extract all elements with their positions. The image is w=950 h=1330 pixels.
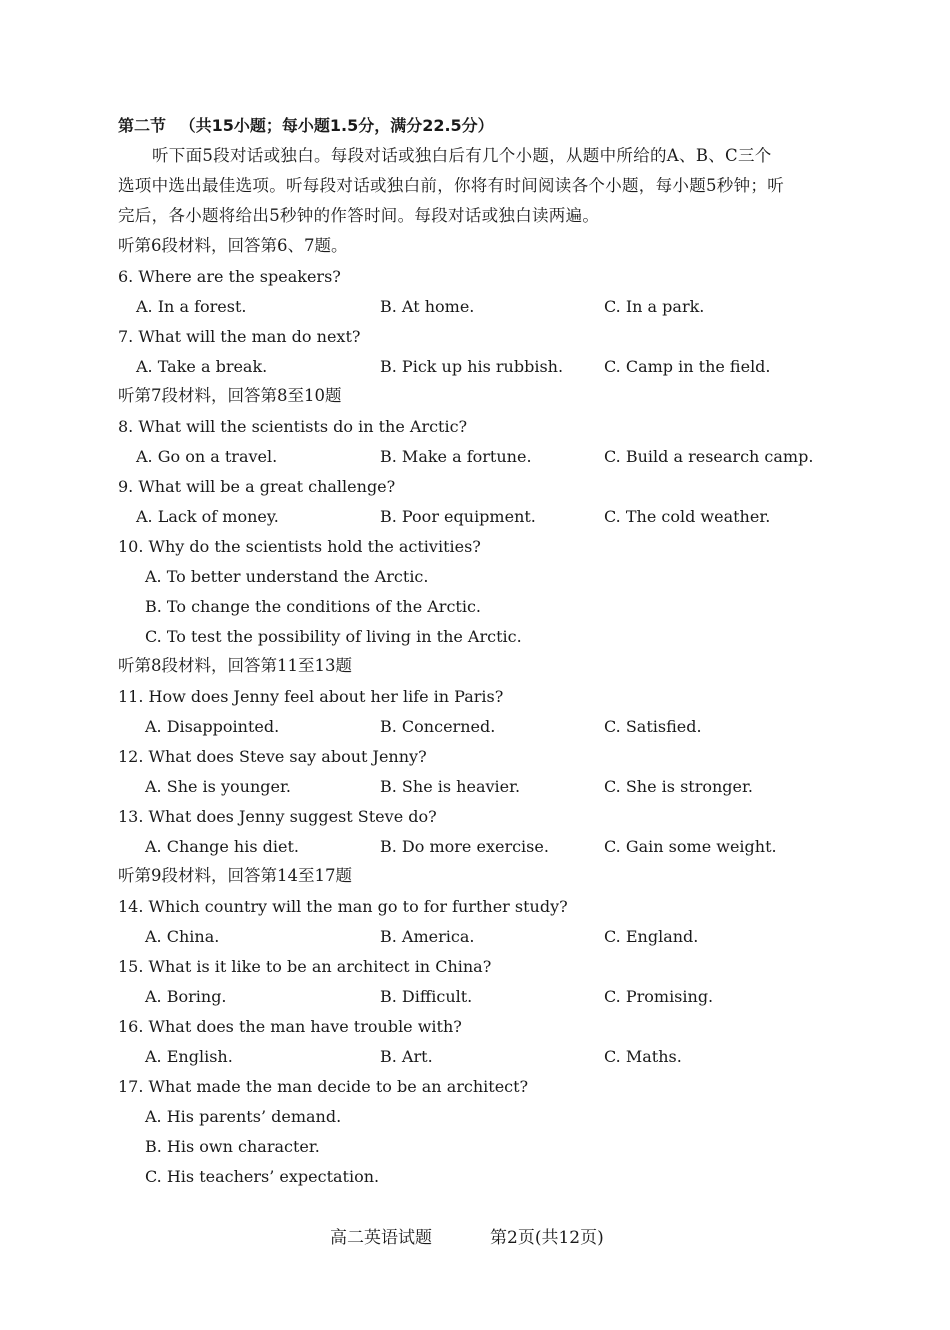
option-b: B. Difficult. — [380, 987, 473, 1006]
question-stem: 11. How does Jenny feel about her life in Paris? — [118, 687, 504, 706]
option-b: B. To change the conditions of the Arctic. — [145, 597, 481, 616]
footer-page-number: 第2页(共12页) — [490, 1228, 604, 1248]
question-stem: 9. What will be a great challenge? — [118, 477, 396, 496]
option-c: C. In a park. — [604, 297, 705, 316]
option-b: B. Make a fortune. — [380, 447, 532, 466]
question-stem: 13. What does Jenny suggest Steve do? — [118, 807, 437, 826]
option-a: A. Lack of money. — [136, 507, 279, 526]
question-stem: 16. What does the man have trouble with? — [118, 1017, 462, 1036]
option-a: A. Disappointed. — [145, 717, 280, 736]
option-c: C. Satisfied. — [604, 717, 702, 736]
option-c: C. Gain some weight. — [604, 837, 777, 856]
group-heading: 听第9段材料，回答第14至17题 — [118, 866, 352, 885]
option-c: C. She is stronger. — [604, 777, 753, 796]
group-heading: 听第8段材料，回答第11至13题 — [118, 656, 352, 675]
question-stem: 8. What will the scientists do in the Arctic? — [118, 417, 468, 436]
section-scoring: （共15小题；每小题1.5分，满分22.5分） — [179, 116, 494, 135]
option-b: B. At home. — [380, 297, 475, 316]
option-b: B. Poor equipment. — [380, 507, 536, 526]
option-b: B. His own character. — [145, 1137, 320, 1156]
group-heading: 听第7段材料，回答第8至10题 — [118, 386, 342, 405]
option-a: A. Take a break. — [136, 357, 268, 376]
instructions-line-2: 选项中选出最佳选项。听每段对话或独白前，你将有时间阅读各个小题，每小题5秒钟；听 — [118, 176, 784, 195]
instructions-line-1: 听下面5段对话或独白。每段对话或独白后有几个小题，从题中所给的A、B、C三个 — [152, 146, 772, 165]
option-a: A. She is younger. — [145, 777, 291, 796]
option-b: B. She is heavier. — [380, 777, 521, 796]
option-a: A. His parents’ demand. — [145, 1107, 342, 1126]
question-stem: 15. What is it like to be an architect in China? — [118, 957, 492, 976]
section-title: 第二节 — [118, 116, 167, 135]
question-stem: 7. What will the man do next? — [118, 327, 361, 346]
option-c: C. Promising. — [604, 987, 714, 1006]
option-b: B. Art. — [380, 1047, 433, 1066]
option-b: B. Pick up his rubbish. — [380, 357, 564, 376]
option-c: C. His teachers’ expectation. — [145, 1167, 380, 1186]
option-a: A. Change his diet. — [145, 837, 299, 856]
option-a: A. To better understand the Arctic. — [145, 567, 429, 586]
option-a: A. Go on a travel. — [136, 447, 278, 466]
option-c: C. Build a research camp. — [604, 447, 814, 466]
option-a: A. In a forest. — [136, 297, 247, 316]
footer-subject: 高二英语试题 — [330, 1228, 432, 1248]
option-b: B. Do more exercise. — [380, 837, 549, 856]
section-heading — [118, 115, 494, 137]
question-stem: 14. Which country will the man go to for further study? — [118, 897, 568, 916]
option-a: A. China. — [145, 927, 220, 946]
question-stem: 10. Why do the scientists hold the activities? — [118, 537, 481, 556]
question-stem: 17. What made the man decide to be an architect? — [118, 1077, 529, 1096]
group-heading: 听第6段材料，回答第6、7题。 — [118, 236, 348, 255]
option-b: B. America. — [380, 927, 475, 946]
question-stem: 6. Where are the speakers? — [118, 267, 341, 286]
instructions-line-3: 完后，各小题将给出5秒钟的作答时间。每段对话或独白读两遍。 — [118, 206, 600, 225]
option-a: A. English. — [145, 1047, 233, 1066]
option-c: C. England. — [604, 927, 699, 946]
option-c: C. The cold weather. — [604, 507, 771, 526]
option-c: C. Maths. — [604, 1047, 682, 1066]
question-stem: 12. What does Steve say about Jenny? — [118, 747, 427, 766]
option-a: A. Boring. — [145, 987, 227, 1006]
option-c: C. Camp in the field. — [604, 357, 771, 376]
option-c: C. To test the possibility of living in the Arctic. — [145, 627, 522, 646]
option-b: B. Concerned. — [380, 717, 496, 736]
